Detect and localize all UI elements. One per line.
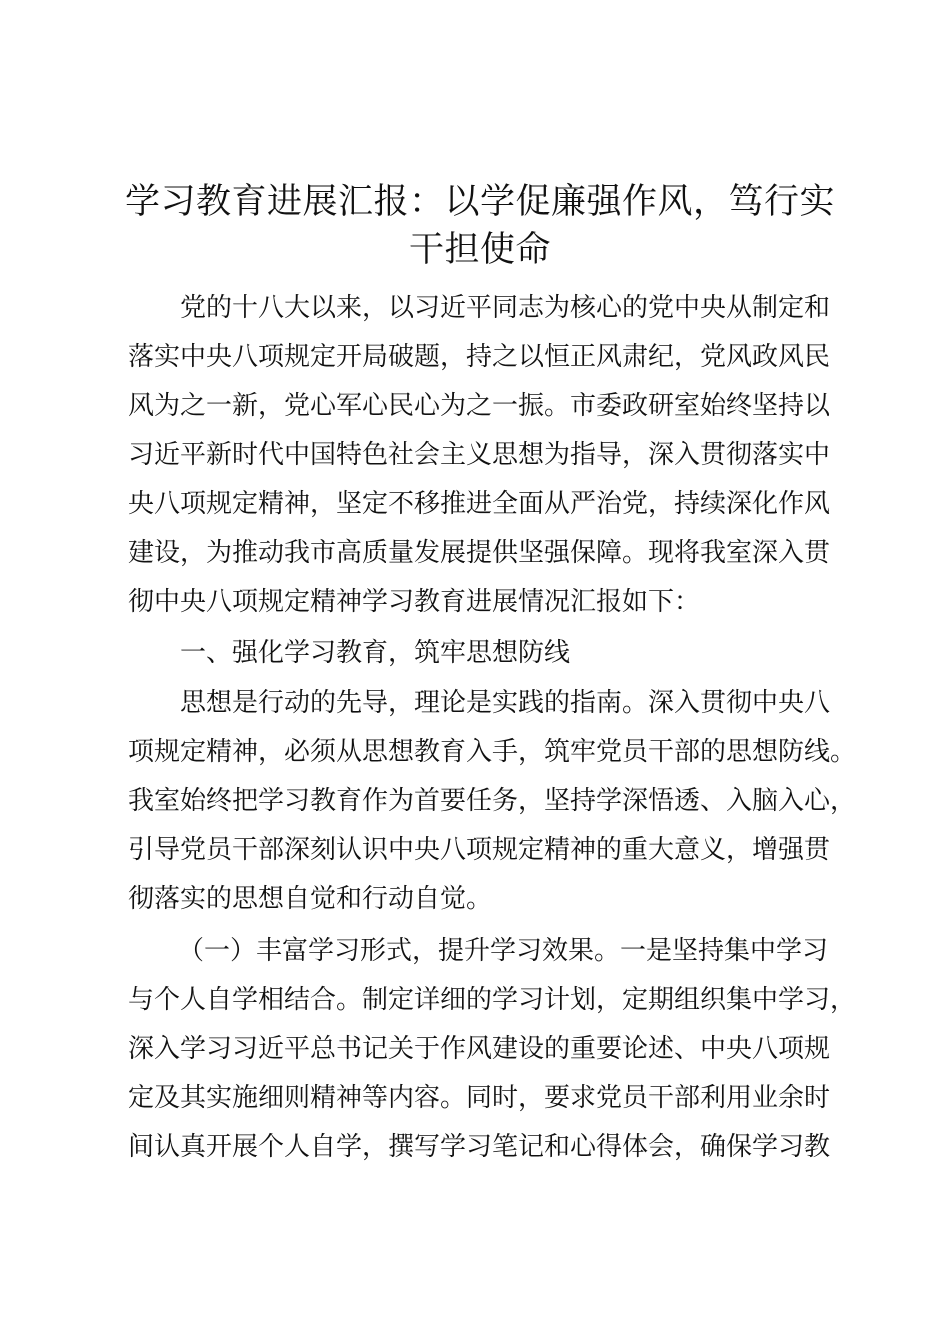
paragraph-line: 彻落实的思想自觉和行动自觉。 bbox=[128, 884, 493, 914]
document-title-line-1: 学习教育进展汇报：以学促廉强作风，笃行实 bbox=[124, 182, 835, 222]
section-heading: 一、强化学习教育，筑牢思想防线 bbox=[180, 638, 571, 668]
paragraph-line: 与个人自学相结合。制定详细的学习计划，定期组织集中学习， bbox=[128, 985, 857, 1015]
paragraph-line: 党的十八大以来，以习近平同志为核心的党中央从制定和 bbox=[180, 293, 831, 323]
document-title-line-2: 干担使命 bbox=[408, 230, 551, 270]
paragraph-line: 习近平新时代中国特色社会主义思想为指导，深入贯彻落实中 bbox=[128, 440, 831, 470]
paragraph-line: 落实中央八项规定开局破题，持之以恒正风肃纪，党风政风民 bbox=[128, 342, 831, 372]
paragraph-line: 定及其实施细则精神等内容。同时，要求党员干部利用业余时 bbox=[128, 1083, 831, 1113]
document-title bbox=[110, 178, 850, 274]
paragraph-line: 建设，为推动我市高质量发展提供坚强保障。现将我室深入贯 bbox=[128, 538, 831, 568]
paragraph-line: （一）丰富学习形式，提升学习效果。一是坚持集中学习 bbox=[178, 936, 829, 966]
paragraph-line: 间认真开展个人自学，撰写学习笔记和心得体会，确保学习教 bbox=[128, 1132, 831, 1162]
paragraph-line: 思想是行动的先导，理论是实践的指南。深入贯彻中央八 bbox=[180, 688, 831, 718]
paragraph-line: 央八项规定精神，坚定不移推进全面从严治党，持续深化作风 bbox=[128, 489, 831, 519]
paragraph-line: 项规定精神，必须从思想教育入手，筑牢党员干部的思想防线。 bbox=[128, 737, 857, 767]
paragraph-line: 风为之一新，党心军心民心为之一振。市委政研室始终坚持以 bbox=[128, 391, 831, 421]
paragraph-line: 我室始终把学习教育作为首要任务，坚持学深悟透、入脑入心， bbox=[128, 786, 857, 816]
paragraph-line: 彻中央八项规定精神学习教育进展情况汇报如下： bbox=[128, 587, 701, 617]
paragraph-line: 引导党员干部深刻认识中央八项规定精神的重大意义，增强贯 bbox=[128, 835, 831, 865]
paragraph-line: 深入学习习近平总书记关于作风建设的重要论述、中央八项规 bbox=[128, 1034, 831, 1064]
